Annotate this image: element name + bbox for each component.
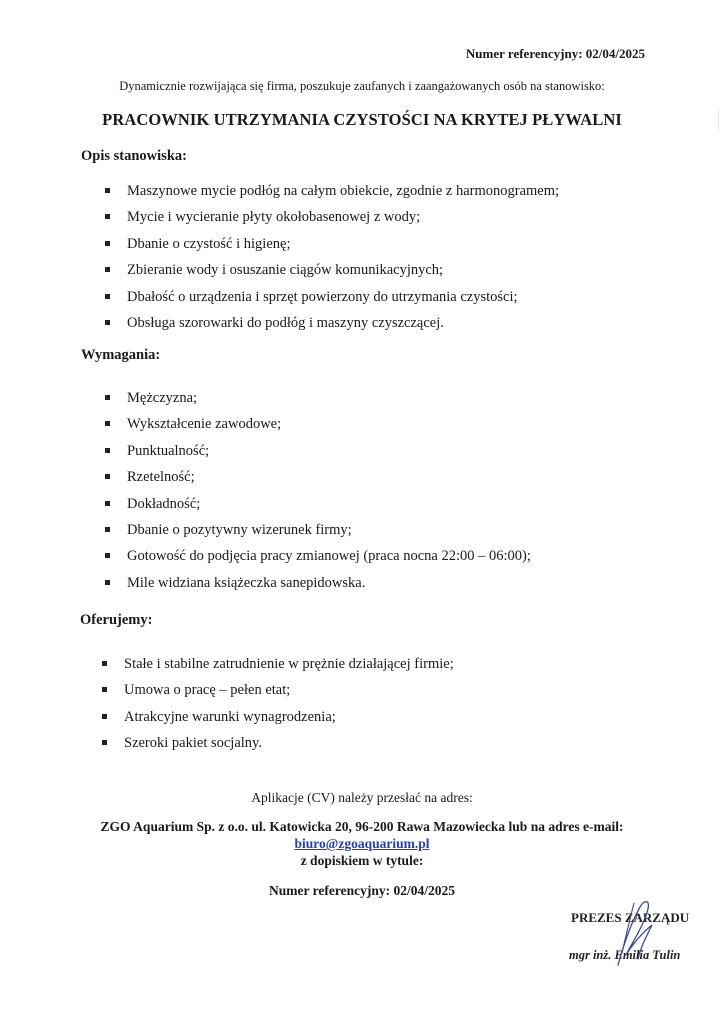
signature-title: PREZES ZARZĄDU <box>571 910 690 925</box>
handwritten-signature <box>560 895 700 975</box>
scan-edge-mark <box>718 110 719 130</box>
list-item <box>105 468 531 494</box>
list-item-text: Gotowość do podjęcia pracy zmianowej (praca nocna 22:00 – 06:00); <box>127 548 531 565</box>
list-item-text: Mile widziana książeczka sanepidowska. <box>127 574 366 591</box>
list-item-text: Wykształcenie zawodowe; <box>127 416 282 433</box>
list-item <box>105 208 559 234</box>
section-heading-wymagania: Wymagania: <box>81 347 161 363</box>
reference-number-bottom: Numer referencyjny: 02/04/2025 <box>269 883 455 898</box>
list-item <box>105 415 531 441</box>
list-item <box>105 389 531 415</box>
bullet-icon <box>105 553 110 558</box>
list-item <box>105 442 531 468</box>
company-address: ZGO Aquarium Sp. z o.o. ul. Katowicka 20, 96-200 Rawa Mazowiecka lub na adres e-mail: <box>100 819 624 834</box>
bullet-icon <box>105 214 110 219</box>
list-wymagania <box>105 389 531 600</box>
list-item-text: Rzetelność; <box>127 469 195 486</box>
list-item-text: Umowa o pracę – pełen etat; <box>124 682 291 699</box>
bullet-icon <box>105 421 110 426</box>
list-item <box>105 288 559 314</box>
list-item <box>102 655 454 681</box>
list-item-text: Mężczyzna; <box>127 390 198 406</box>
list-item-text: Stałe i stabilne zatrudnienie w prężnie działającej firmie; <box>124 656 454 672</box>
list-item-text: Dokładność; <box>127 495 201 512</box>
list-item-text: Dbałość o urządzenia i sprzęt powierzony do utrzymania czystości; <box>127 288 518 305</box>
intro-text: Dynamicznie rozwijająca się firma, poszukuje zaufanych i zaangażowanych osób na stanowisko: <box>119 79 605 93</box>
list-item <box>105 521 531 547</box>
bullet-icon <box>105 474 110 479</box>
list-item <box>105 261 559 287</box>
bullet-icon <box>105 241 110 246</box>
section-heading-opis: Opis stanowiska: <box>81 148 187 164</box>
list-item-text: Punktualność; <box>127 442 210 459</box>
list-item <box>105 314 559 340</box>
list-opis <box>105 182 559 340</box>
list-item <box>105 495 531 521</box>
list-item <box>102 681 454 707</box>
bullet-icon <box>105 294 110 299</box>
bullet-icon <box>105 501 110 506</box>
bullet-icon <box>105 320 110 325</box>
bullet-icon <box>105 448 110 453</box>
bullet-icon <box>105 395 110 400</box>
bullet-icon <box>105 188 110 193</box>
list-item-text: Zbieranie wody i osuszanie ciągów komunikacyjnych; <box>127 262 444 279</box>
email-link[interactable]: biuro@zgoaquarium.pl <box>294 836 430 851</box>
list-item <box>105 574 531 600</box>
list-item <box>102 708 454 734</box>
list-item-text: Dbanie o pozytywny wizerunek firmy; <box>127 521 352 538</box>
reference-number-top: Numer referencyjny: 02/04/2025 <box>465 46 645 61</box>
signature-name: mgr inż. Emilia Tulin <box>569 948 681 962</box>
bullet-icon <box>105 580 110 585</box>
application-instruction: Aplikacje (CV) należy przesłać na adres: <box>251 790 473 805</box>
bullet-icon <box>102 661 107 666</box>
subject-note: z dopiskiem w tytule: <box>300 853 424 868</box>
bullet-icon <box>102 740 107 745</box>
job-title: PRACOWNIK UTRZYMANIA CZYSTOŚCI NA KRYTEJ PŁYWALNI <box>102 110 622 129</box>
list-item-text: Szeroki pakiet socjalny. <box>124 735 262 752</box>
bullet-icon <box>105 527 110 532</box>
section-heading-oferujemy: Oferujemy: <box>80 612 153 628</box>
list-item-text: Maszynowe mycie podłóg na całym obiekcie, zgodnie z harmonogramem; <box>127 183 560 199</box>
bullet-icon <box>102 714 107 719</box>
list-oferujemy <box>102 655 454 761</box>
list-item-text: Atrakcyjne warunki wynagrodzenia; <box>124 708 336 725</box>
bullet-icon <box>102 687 107 692</box>
bullet-icon <box>105 267 110 272</box>
list-item <box>105 235 559 261</box>
list-item-text: Dbanie o czystość i higienę; <box>127 235 291 252</box>
list-item-text: Mycie i wycieranie płyty okołobasenowej z wody; <box>127 209 421 226</box>
list-item <box>102 734 454 760</box>
list-item <box>105 547 531 573</box>
list-item-text: Obsługa szorowarki do podłóg i maszyny czyszczącej. <box>127 314 444 331</box>
list-item <box>105 182 559 208</box>
